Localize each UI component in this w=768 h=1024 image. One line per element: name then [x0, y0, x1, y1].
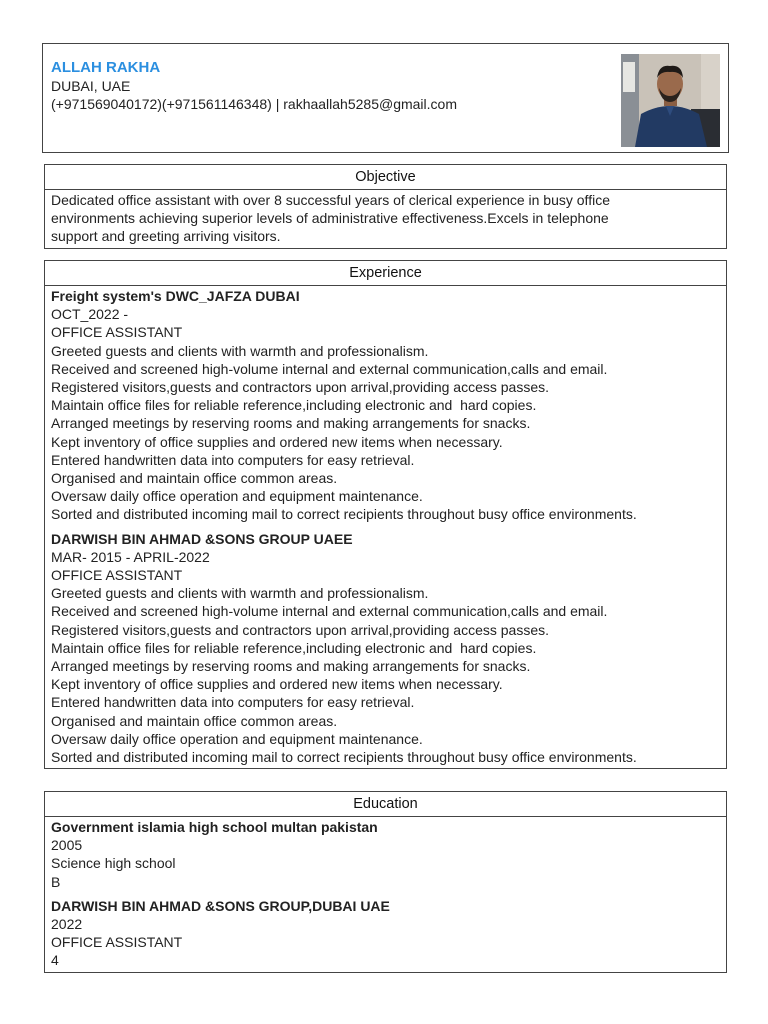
job-entry — [51, 287, 720, 524]
education-entry — [51, 897, 720, 970]
job-duty: Kept inventory of office supplies and ordered new items when necessary. — [51, 676, 503, 693]
job-duty: Arranged meetings by reserving rooms and making arrangements for snacks. — [51, 415, 531, 432]
job-duty: Kept inventory of office supplies and ordered new items when necessary. — [51, 433, 503, 450]
education-school: Government islamia high school multan pakistan — [51, 819, 378, 835]
education-grade: 4 — [51, 952, 59, 969]
section-title-objective: Objective — [45, 165, 726, 190]
objective-section — [44, 164, 727, 249]
job-duty: Oversaw daily office operation and equipment maintenance. — [51, 488, 423, 505]
candidate-contact: (+971569040172)(+971561146348) | rakhaallah5285@gmail.com — [51, 96, 457, 112]
education-entry — [51, 818, 720, 891]
job-duty: Sorted and distributed incoming mail to correct recipients throughout busy office environments. — [51, 749, 637, 766]
candidate-name: ALLAH RAKHA — [51, 59, 161, 76]
education-section — [44, 791, 727, 973]
section-title-experience: Experience — [45, 261, 726, 286]
objective-line: Dedicated office assistant with over 8 successful years of clerical experience in busy office — [51, 192, 610, 208]
job-duty: Sorted and distributed incoming mail to correct recipients throughout busy office environments. — [51, 506, 637, 523]
job-duty: Registered visitors,guests and contractors upon arrival,providing access passes. — [51, 379, 550, 396]
job-dates: OCT_2022 - — [51, 306, 129, 323]
objective-line: support and greeting arriving visitors. — [51, 228, 281, 245]
job-entry — [51, 530, 720, 767]
job-duty: Maintain office files for reliable reference,including electronic and hard copies. — [51, 639, 537, 656]
job-company: DARWISH BIN AHMAD &SONS GROUP UAEE — [51, 530, 353, 547]
experience-body — [45, 286, 726, 768]
job-duty: Arranged meetings by reserving rooms and making arrangements for snacks. — [51, 658, 531, 675]
resume-header — [42, 43, 729, 153]
job-duty: Greeted guests and clients with warmth and professionalism. — [51, 342, 429, 359]
job-dates: MAR- 2015 - APRIL-2022 — [51, 548, 210, 565]
job-duty: Registered visitors,guests and contractors upon arrival,providing access passes. — [51, 621, 550, 638]
education-school: DARWISH BIN AHMAD &SONS GROUP,DUBAI UAE — [51, 897, 390, 914]
education-degree: Science high school — [51, 855, 176, 872]
education-body — [45, 817, 726, 972]
job-duty: Oversaw daily office operation and equipment maintenance. — [51, 730, 423, 747]
education-year: 2022 — [51, 916, 83, 933]
objective-body — [45, 190, 726, 248]
job-company: Freight system's DWC_JAFZA DUBAI — [51, 288, 300, 304]
job-duty: Received and screened high-volume internal and external communication,calls and email. — [51, 603, 608, 620]
job-role: OFFICE ASSISTANT — [51, 567, 183, 584]
job-duty: Entered handwritten data into computers for easy retrieval. — [51, 694, 415, 711]
education-degree: OFFICE ASSISTANT — [51, 934, 183, 951]
objective-line: environments achieving superior levels of administrative effectiveness.Excels in telephone — [51, 210, 609, 227]
profile-photo — [621, 54, 720, 147]
job-duty: Entered handwritten data into computers for easy retrieval. — [51, 451, 415, 468]
candidate-location: DUBAI, UAE — [51, 78, 131, 94]
job-duty: Received and screened high-volume internal and external communication,calls and email. — [51, 360, 608, 377]
experience-section — [44, 260, 727, 769]
job-duty: Organised and maintain office common areas. — [51, 470, 338, 487]
education-year: 2005 — [51, 837, 83, 854]
job-duty: Maintain office files for reliable reference,including electronic and hard copies. — [51, 397, 537, 414]
section-title-education: Education — [45, 792, 726, 817]
education-grade: B — [51, 873, 61, 890]
job-duty: Greeted guests and clients with warmth and professionalism. — [51, 585, 429, 602]
job-role: OFFICE ASSISTANT — [51, 324, 183, 341]
job-duty: Organised and maintain office common areas. — [51, 712, 338, 729]
